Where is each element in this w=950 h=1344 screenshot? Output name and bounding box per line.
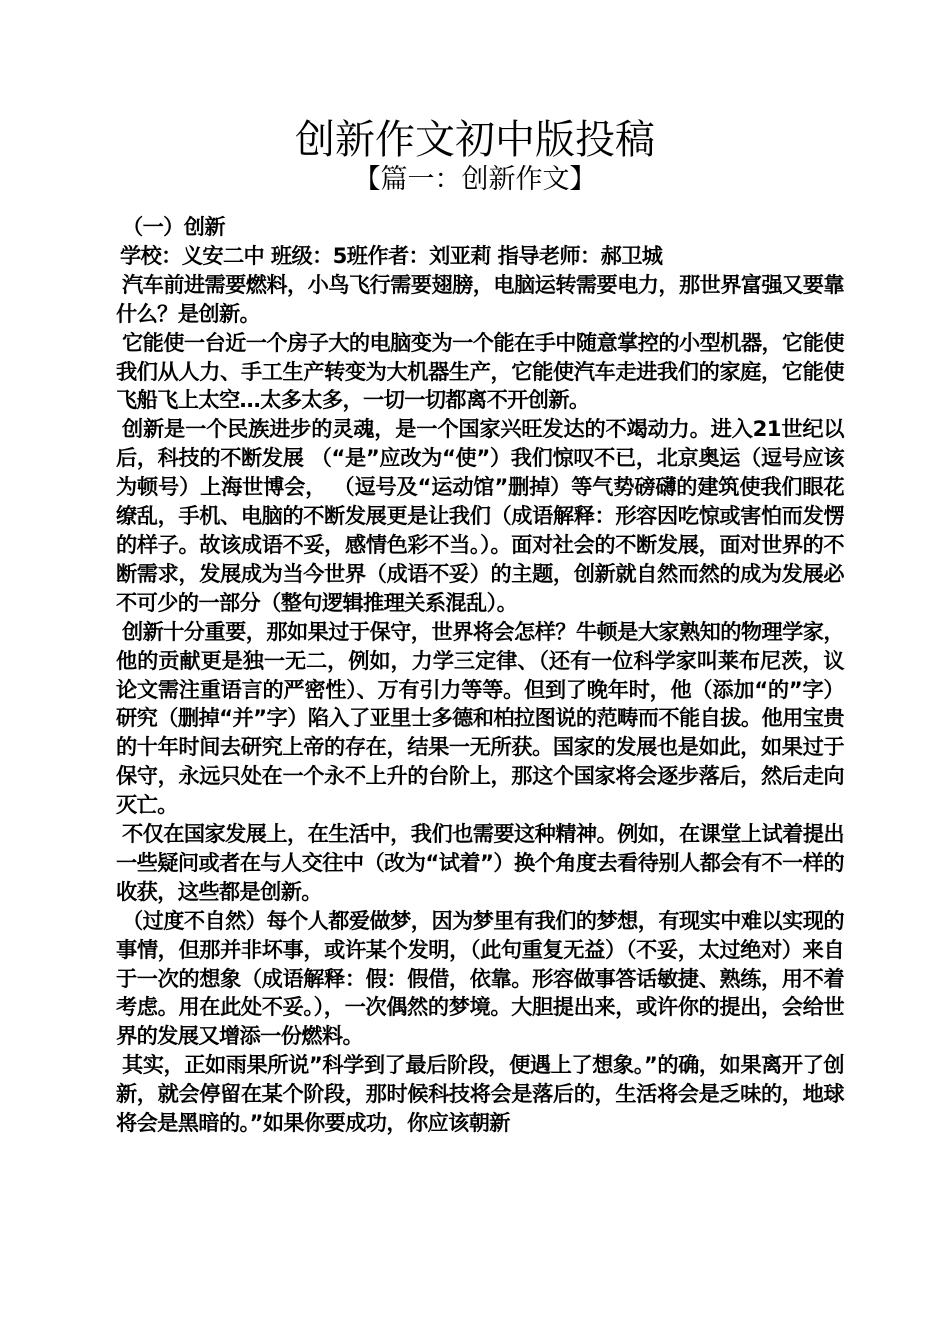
paragraph: 不仅在国家发展上，在生活中，我们也需要这种精神。例如，在课堂上试着提出一些疑问或者在与人交往中（改为“试着”）换个角度去看待别人都会有不一样的收获，这些都是创新。 (116, 821, 844, 904)
paragraph: （过度不自然）每个人都爱做梦，因为梦里有我们的梦想，有现实中难以实现的事情，但那并非坏事，或许某个发明，（此句重复无益）（不妥，太过绝对）来自于一次的想象（成语解释：假：假借，依靠。形容做事答话敏捷、熟练，用不着考虑。用在此处不妥。），一次偶然的梦境。大胆提出来，或许你的提出，会给世界的发展又增添一份燃料。 (116, 907, 844, 1049)
byline: 学校：义安二中 班级：5班作者：刘亚莉 指导老师：郝卫城 (120, 242, 663, 268)
paragraph: 创新十分重要，那如果过于保守，世界将会怎样？牛顿是大家熟知的物理学家，他的贡献更是独一无二，例如，力学三定律、（还有一位科学家叫莱布尼茨，议论文需注重语言的严密性）、万有引力等等。但到了晚年时，他（添加“的”字）研究（删掉“并”字）陷入了亚里士多德和柏拉图说的范畴而不能自拔。他用宝贵的十年时间去研究上帝的存在，结果一无所获。国家的发展也是如此，如果过于保守，永远只处在一个永不上升的台阶上，那这个国家将会逐步落后，然后走向灭亡。 (116, 618, 844, 818)
document-body (116, 213, 844, 1138)
paragraph: 其实，正如雨果所说”科学到了最后阶段，便遇上了想象。”的确，如果离开了创新，就会停留在某个阶段，那时候科技将会是落后的，生活将会是乏味的，地球将会是黑暗的。”如果你要成功，你应该朝新 (116, 1052, 844, 1136)
document-title: 创新作文初中版投稿 (295, 117, 655, 163)
section-heading: （一）创新 (122, 214, 225, 239)
document-subtitle: 【篇一：创新作文】 (353, 164, 597, 195)
paragraph: 创新是一个民族进步的灵魂，是一个国家兴旺发达的不竭动力。进入21世纪以后，科技的不断发展 （“是”应改为“使”）我们惊叹不已，北京奥运（逗号应该为顿号）上海世博会， （逗号及“运动馆”删掉）等气势磅礴的建筑使我们眼花缭乱，手机、电脑的不断发展更是让我们（成语解释：形容因吃惊或害怕而发愣的样子。故该成语不妥，感情色彩不当。）。面对社会的不断发展，面对世界的不断需求，发展成为当今世界（成语不妥）的主题，创新就自然而然的成为发展必不可少的一部分（整句逻辑推理关系混乱）。 (116, 416, 844, 615)
paragraph: 它能使一台近一个房子大的电脑变为一个能在手中随意掌控的小型机器，它能使我们从人力、手工生产转变为大机器生产，它能使汽车走进我们的家庭，它能使飞船飞上太空…太多太多，一切一切都离不开创新。 (116, 329, 844, 413)
paragraph: 汽车前进需要燃料，小鸟飞行需要翅膀，电脑运转需要电力，那世界富强又要靠什么？是创新。 (116, 271, 844, 326)
